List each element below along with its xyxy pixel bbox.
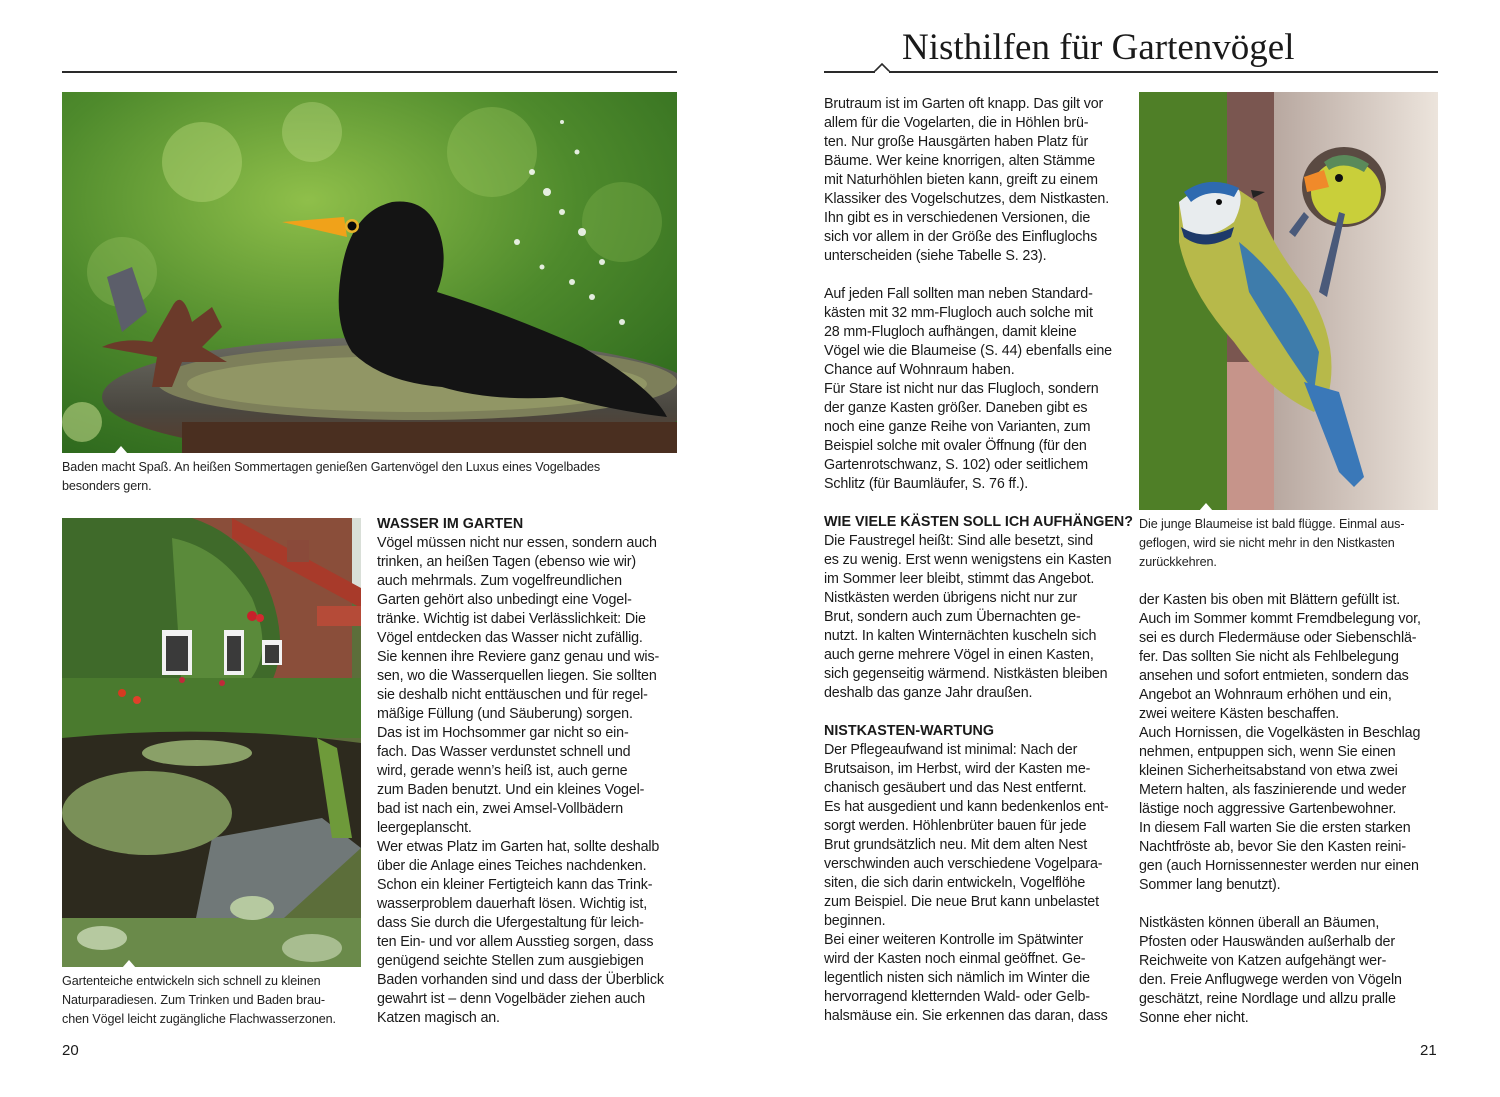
text-line: zwei weitere Kästen beschaffen. (1139, 706, 1340, 722)
caption-line: Die junge Blaumeise ist bald flügge. Einmal aus- (1139, 517, 1405, 531)
text-line: sorgt werden. Höhlenbrüter bauen für jede (824, 818, 1087, 834)
text-line: Schon ein kleiner Fertigteich kann das Trink- (377, 877, 653, 893)
text-line: Katzen magisch an. (377, 1010, 500, 1026)
text-line: nutzt. In kalten Winternächten kuscheln sich (824, 628, 1097, 644)
text-line: ten Ein- und vor allem Ausstieg sorgen, dass (377, 934, 654, 950)
text-line: Sie kennen ihre Reviere ganz genau und wis- (377, 649, 660, 665)
caption-pointer-icon (114, 446, 128, 453)
text-line: der ganze Kasten größer. Daneben gibt es (824, 400, 1088, 416)
paragraph-gap (824, 494, 1134, 513)
text-line: Schlitz (für Baumläufer, S. 76 ff.). (824, 476, 1029, 492)
text-line: Metern halten, als faszinierende und weder (1139, 782, 1407, 798)
caption-line: zurückkehren. (1139, 555, 1217, 569)
text-line: kleinen Sicherheitsabstand von etwa zwei (1139, 763, 1398, 779)
text-line: Brutsaison, im Herbst, wird der Kasten me- (824, 761, 1091, 777)
text-line: Garten gehört also unbedingt eine Vogel- (377, 592, 632, 608)
text-line: es zu wenig. Erst wenn wenigstens ein Kasten (824, 552, 1112, 568)
page-title: Nisthilfen für Gartenvögel (902, 27, 1295, 68)
text-line: mit Naturhöhlen bieten kann, greift zu einem (824, 172, 1098, 188)
text-line: Nistkästen können überall an Bäumen, (1139, 915, 1380, 931)
text-line: Baden vorhanden sind und dass der Überblick (377, 972, 664, 988)
paragraph-gap (824, 703, 1134, 722)
text-line: legentlich nisten sich nämlich im Winter die (824, 970, 1090, 986)
text-line: bad ist nach ein, zwei Amsel-Vollbädern (377, 801, 624, 817)
continuation-paragraph-1 (1139, 591, 1454, 895)
paragraph-gap (1139, 895, 1454, 914)
text-line: hervorragend kletternden Wald- oder Gelb- (824, 989, 1090, 1005)
text-line: leergeplanscht. (377, 820, 472, 836)
text-line: gen (auch Hornissennester werden nur einen (1139, 858, 1419, 874)
pond-caption (62, 972, 372, 1029)
text-line: Auch im Sommer kommt Fremdbelegung vor, (1139, 611, 1421, 627)
text-line: genügend seichte Stellen zum ausgiebigen (377, 953, 644, 969)
intro-paragraph-2 (824, 285, 1134, 494)
continuation-paragraph-2 (1139, 914, 1454, 1028)
text-line: halsmäuse ein. Sie erkennen das daran, dass (824, 1008, 1108, 1024)
header-rule (824, 71, 1438, 73)
section-how-many-boxes (824, 513, 1134, 703)
section-body (377, 534, 687, 1028)
caption-line: besonders gern. (62, 479, 152, 493)
text-line: sie deshalb nicht enttäuschen und für regel- (377, 687, 648, 703)
caption-line: Gartenteiche entwickeln sich schnell zu kleinen (62, 974, 321, 988)
intro-paragraph-1 (824, 95, 1134, 266)
text-line: verschwinden auch verschiedene Vogelpara- (824, 856, 1103, 872)
text-line: deshalb das ganze Jahr draußen. (824, 685, 1033, 701)
text-line: tränke. Wichtig ist dabei Verlässlichkeit: Die (377, 611, 646, 627)
caption-line: chen Vögel leicht zugängliche Flachwasserzonen. (62, 1012, 336, 1026)
text-line: Auch Hornissen, die Vogelkästen in Beschlag (1139, 725, 1421, 741)
title-pointer-icon (874, 63, 890, 73)
text-line: gewahrt ist – denn Vogelbäder ziehen auch (377, 991, 646, 1007)
bluetit-photo-icon (1139, 92, 1438, 510)
paragraph-gap (824, 266, 1134, 285)
text-line: dass Sie durch die Ufergestaltung für leich- (377, 915, 644, 931)
intro-text (824, 95, 1134, 1026)
text-line: der Kasten bis oben mit Blättern gefüllt ist. (1139, 592, 1401, 608)
pond-photo-icon (62, 518, 361, 967)
text-line: Pfosten oder Hauswänden außerhalb der (1139, 934, 1395, 950)
text-line: wasserproblem dauerhaft lösen. Wichtig ist, (377, 896, 648, 912)
text-line: zum Beispiel. Die neue Brut kann unbelastet (824, 894, 1099, 910)
text-line: Der Pflegeaufwand ist minimal: Nach der (824, 742, 1078, 758)
text-line: auch gerne mehrere Vögel in einen Kasten, (824, 647, 1094, 663)
text-line: Sommer lang benutzt). (1139, 877, 1281, 893)
text-line: Nistkästen werden übrigens nicht nur zur (824, 590, 1078, 606)
caption-line: Baden macht Spaß. An heißen Sommertagen genießen Gartenvögel den Luxus eines Vogelbades (62, 460, 601, 474)
text-line: Brut, sondern auch zum Übernachten ge- (824, 609, 1081, 625)
garden-pond-photo (62, 518, 361, 967)
text-line: trinken, an heißen Tagen (ebenso wie wir) (377, 554, 637, 570)
text-line: wird, gerade wenn’s heiß ist, auch gerne (377, 763, 628, 779)
text-line: sen, wo die Wasserquellen liegen. Sie sollten (377, 668, 657, 684)
blue-tit-nestbox-photo (1139, 92, 1438, 510)
text-line: Klassiker des Vogelschutzes, dem Nistkasten. (824, 191, 1110, 207)
text-line: Bäume. Wer keine knorrigen, alten Stämme (824, 153, 1096, 169)
text-line: geschätzt, reine Nordlage und allzu pralle (1139, 991, 1396, 1007)
text-line: In diesem Fall warten Sie die ersten starken (1139, 820, 1411, 836)
text-line: Ihn gibt es in verschiedenen Versionen, die (824, 210, 1091, 226)
blackbird-caption (62, 458, 682, 496)
text-line: Für Stare ist nicht nur das Flugloch, sondern (824, 381, 1099, 397)
text-line: Nachtfröste ab, bevor Sie den Kasten reini- (1139, 839, 1406, 855)
blackbird-birdbath-photo (62, 92, 677, 453)
section-heading: WASSER IM GARTEN (377, 516, 524, 532)
text-line: Chance auf Wohnraum haben. (824, 362, 1015, 378)
text-line: Angebot an Wohnraum erhöhen und ein, (1139, 687, 1392, 703)
text-line: noch eine ganze Reihe von Varianten, zum (824, 419, 1091, 435)
text-line: Gartenrotschwanz, S. 102) oder seitlichem (824, 457, 1089, 473)
caption-pointer-icon (122, 960, 136, 967)
text-line: wird der Kasten noch einmal geöffnet. Ge- (824, 951, 1086, 967)
text-line: Es hat ausgedient und kann bedenkenlos ent- (824, 799, 1109, 815)
text-line: sei es durch Fledermäuse oder Siebenschlä- (1139, 630, 1417, 646)
text-line: Vögel entdecken das Wasser nicht zufällig. (377, 630, 643, 646)
section-heading: WIE VIELE KÄSTEN SOLL ICH AUFHÄNGEN? (824, 514, 1133, 530)
text-line: siten, die sich darin entwickeln, Vogelflöhe (824, 875, 1086, 891)
text-line: Reichweite von Katzen aufgehängt wer- (1139, 953, 1387, 969)
text-line: unterscheiden (siehe Tabelle S. 23). (824, 248, 1047, 264)
page-number-left: 20 (62, 1042, 79, 1059)
text-line: Brut grundsätzlich neu. Mit dem alten Nest (824, 837, 1088, 853)
header-rule (62, 71, 677, 73)
blackbird-photo-icon (62, 92, 677, 453)
text-line: Vögel müssen nicht nur essen, sondern auch (377, 535, 657, 551)
text-line: fach. Das Wasser verdunstet schnell und (377, 744, 631, 760)
text-line: über die Anlage eines Teiches nachdenken. (377, 858, 647, 874)
text-line: im Sommer leer bleibt, stimmt das Angebot. (824, 571, 1095, 587)
text-line: Brutraum ist im Garten oft knapp. Das gilt vor (824, 96, 1104, 112)
section-heading: NISTKASTEN-WARTUNG (824, 723, 994, 739)
bluetit-caption (1139, 515, 1449, 572)
text-line: Die Faustregel heißt: Sind alle besetzt, sind (824, 533, 1094, 549)
section-nestbox-maintenance (824, 722, 1134, 1026)
caption-line: Naturparadiesen. Zum Trinken und Baden brau- (62, 993, 326, 1007)
text-line: nehmen, entpuppen sich, wenn Sie einen (1139, 744, 1396, 760)
text-line: zum Baden benutzt. Und ein kleines Vogel- (377, 782, 645, 798)
text-line: Beispiel solche mit ovaler Öffnung (für den (824, 438, 1087, 454)
text-line: chanisch gesäubert und das Nest entfernt. (824, 780, 1087, 796)
text-line: auch mehrmals. Zum vogelfreundlichen (377, 573, 622, 589)
text-line: den. Freie Anflugwege werden von Vögeln (1139, 972, 1402, 988)
text-line: sich vor allem in der Größe des Einfluglochs (824, 229, 1098, 245)
text-line: ansehen und sofort entmieten, sondern das (1139, 668, 1409, 684)
continuation-text (1139, 591, 1454, 1028)
text-line: mäßige Füllung (und Säuberung) sorgen. (377, 706, 633, 722)
section-water-in-garden (377, 515, 687, 1028)
text-line: Vögel wie die Blaumeise (S. 44) ebenfalls eine (824, 343, 1112, 359)
text-line: Das ist im Hochsommer gar nicht so ein- (377, 725, 629, 741)
text-line: Sonne eher nicht. (1139, 1010, 1249, 1026)
text-line: allem für die Vogelarten, die in Höhlen brü- (824, 115, 1089, 131)
text-line: ten. Nur große Hausgärten haben Platz für (824, 134, 1089, 150)
text-line: Wer etwas Platz im Garten hat, sollte deshalb (377, 839, 660, 855)
text-line: kästen mit 32 mm-Flugloch auch solche mit (824, 305, 1093, 321)
text-line: Bei einer weiteren Kontrolle im Spätwinter (824, 932, 1084, 948)
caption-line: geflogen, wird sie nicht mehr in den Nistkasten (1139, 536, 1395, 550)
text-line: lästige noch aggressive Gartenbewohner. (1139, 801, 1397, 817)
text-line: fer. Das sollten Sie nicht als Fehlbelegung (1139, 649, 1399, 665)
text-line: Auf jeden Fall sollten man neben Standard- (824, 286, 1093, 302)
caption-pointer-icon (1199, 503, 1213, 510)
page-number-right: 21 (1420, 1042, 1437, 1059)
right-page (750, 0, 1500, 1097)
text-line: 28 mm-Flugloch aufhängen, damit kleine (824, 324, 1077, 340)
text-line: beginnen. (824, 913, 886, 929)
text-line: sich gegenseitig wärmend. Nistkästen bleiben (824, 666, 1108, 682)
